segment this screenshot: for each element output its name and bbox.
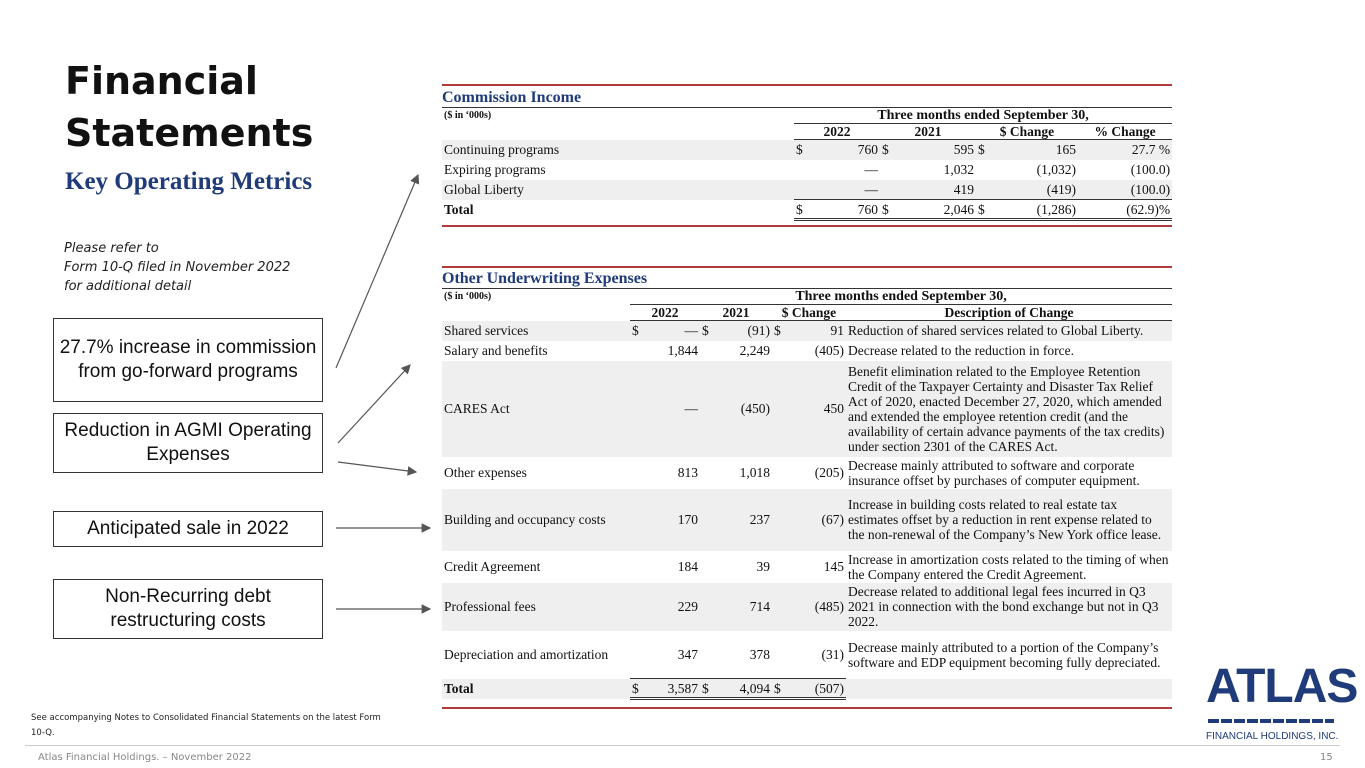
callout-anticipated-sale-text: Anticipated sale in 2022 xyxy=(87,518,289,539)
value-2022: 813 xyxy=(677,465,698,480)
callout-agmi-expenses-text: Reduction in AGMI Operating Expenses xyxy=(64,420,312,465)
description: Benefit elimination related to the Employee Retention Credit of the Taxpayer Certainty and Disaster Tax Relief Act of 2020, enacted December 27, 2020, which amended and extended the employee retention credit (and the availability of certain advance payments of the tax credits) under section 2301 of the CARES Act. xyxy=(846,361,1172,457)
commission-col-pct: % Change xyxy=(1078,124,1172,140)
underwriting-table-grid xyxy=(442,289,1172,700)
currency xyxy=(630,631,642,679)
reference-note-line: Form 10-Q filed in November 2022 xyxy=(64,260,291,275)
value-2021: 2,046 xyxy=(894,200,976,220)
value-pct: (100.0) xyxy=(1130,162,1171,177)
currency: $ xyxy=(880,140,894,160)
value-2022: 347 xyxy=(677,646,698,662)
table-row xyxy=(442,457,1172,489)
currency xyxy=(630,583,642,631)
page-number: 15 xyxy=(1320,752,1333,763)
description xyxy=(846,679,1172,699)
description: Increase in amortization costs related to the timing of when the Company entered the Credit Agreement. xyxy=(848,551,1169,582)
currency: $ xyxy=(700,679,712,699)
reference-note-line: Please refer to xyxy=(64,241,159,256)
value-change: 165 xyxy=(990,140,1078,160)
value-pct: 27.7 % xyxy=(1078,140,1172,160)
value-change: 145 xyxy=(823,559,844,574)
value-2021: 595 xyxy=(894,140,976,160)
footer-divider xyxy=(25,745,1340,746)
table-bottom-rule xyxy=(442,707,1172,709)
currency xyxy=(700,583,712,631)
arrow-other-expenses xyxy=(338,462,416,472)
value-2022: 1,844 xyxy=(667,343,698,358)
table-row xyxy=(442,341,1172,361)
value-2022: 184 xyxy=(677,559,698,574)
underwriting-expenses-table xyxy=(442,266,1172,709)
value-change: 91 xyxy=(784,321,846,341)
underwriting-col-desc: Description of Change xyxy=(846,305,1172,321)
value-change: (485) xyxy=(784,583,846,631)
currency: $ xyxy=(880,200,894,220)
value-2022: 170 xyxy=(642,489,700,551)
value-2022: — xyxy=(808,180,880,200)
table-row xyxy=(442,321,1172,341)
page-subtitle: Key Operating Metrics xyxy=(65,168,313,195)
table-row-total xyxy=(442,679,1172,699)
table-row xyxy=(442,361,1172,457)
currency xyxy=(976,180,990,200)
value-2021: (91) xyxy=(712,321,772,341)
currency xyxy=(772,631,784,679)
callout-commission-text: 27.7% increase in commission from go-forward programs xyxy=(59,337,317,382)
table-bottom-rule xyxy=(442,225,1172,227)
commission-col-2022: 2022 xyxy=(794,124,880,140)
table-row xyxy=(442,551,1172,583)
currency xyxy=(700,341,712,361)
value-2022: 760 xyxy=(808,200,880,220)
table-row xyxy=(442,160,1172,180)
table-row xyxy=(442,180,1172,200)
value-2022: — xyxy=(864,162,878,177)
currency xyxy=(772,457,784,489)
row-label: Building and occupancy costs xyxy=(442,489,630,551)
value-2021: 237 xyxy=(712,489,772,551)
description: Decrease mainly attributed to software and corporate insurance offset by purchases of computer equipment. xyxy=(848,457,1140,488)
value-change: (205) xyxy=(814,465,844,480)
currency: $ xyxy=(772,679,784,699)
commission-income-table xyxy=(442,84,1172,227)
value-change: (419) xyxy=(990,180,1078,200)
callout-debt-restructuring-text: Non-Recurring debt restructuring costs xyxy=(105,586,271,631)
value-2021: 1,018 xyxy=(739,465,770,480)
row-label: Global Liberty xyxy=(442,180,794,200)
underwriting-table-title: Other Underwriting Expenses xyxy=(442,270,648,287)
value-change: (31) xyxy=(821,646,844,662)
currency xyxy=(794,180,808,200)
description: Reduction of shared services related to Global Liberty. xyxy=(846,321,1172,341)
value-2021: 714 xyxy=(712,583,772,631)
commission-col-2021: 2021 xyxy=(880,124,976,140)
value-change: (67) xyxy=(784,489,846,551)
currency: $ xyxy=(772,321,784,341)
underwriting-unit: ($ in ‘000s) xyxy=(444,291,492,302)
commission-table-title: Commission Income xyxy=(442,89,582,106)
atlas-logo: ATLAS xyxy=(1206,660,1358,713)
value-2021: 2,249 xyxy=(739,343,770,358)
currency xyxy=(630,489,642,551)
value-2022: 3,587 xyxy=(642,679,700,699)
row-label: Continuing programs xyxy=(442,140,794,160)
value-2022: — xyxy=(642,361,700,457)
footer-company: Atlas Financial Holdings. – November 2022 xyxy=(38,752,252,763)
value-2021: 1,032 xyxy=(943,162,974,177)
table-row xyxy=(442,631,1172,679)
value-2022: — xyxy=(642,321,700,341)
currency: $ xyxy=(794,140,808,160)
currency xyxy=(772,551,784,583)
value-change: (1,032) xyxy=(1036,162,1076,177)
currency: $ xyxy=(700,321,712,341)
value-2021: 419 xyxy=(894,180,976,200)
underwriting-period: Three months ended September 30, xyxy=(630,289,1172,305)
page-title: Financial Statements xyxy=(65,59,314,155)
currency xyxy=(772,583,784,631)
row-label: Depreciation and amortization xyxy=(444,647,609,662)
underwriting-col-2021: 2021 xyxy=(700,305,772,321)
table-top-rule xyxy=(442,266,1172,268)
currency: $ xyxy=(630,679,642,699)
currency xyxy=(630,341,642,361)
currency xyxy=(880,160,894,180)
arrow-salary xyxy=(338,365,410,443)
logo-tagline: FINANCIAL HOLDINGS, INC. xyxy=(1206,731,1339,742)
row-label: Salary and benefits xyxy=(444,343,548,358)
currency: $ xyxy=(794,200,808,220)
value-2021: 4,094 xyxy=(712,679,772,699)
arrow-commission xyxy=(336,175,418,368)
currency xyxy=(630,361,642,457)
underwriting-col-change: $ Change xyxy=(772,305,846,321)
value-change: (1,286) xyxy=(990,200,1078,220)
reference-note-line: for additional detail xyxy=(64,279,192,294)
currency xyxy=(772,361,784,457)
value-2021: (450) xyxy=(712,361,772,457)
commission-table-grid xyxy=(442,108,1172,221)
value-change: 450 xyxy=(784,361,846,457)
table-row xyxy=(442,489,1172,551)
value-change: (405) xyxy=(814,343,844,358)
value-pct: (100.0) xyxy=(1078,180,1172,200)
currency xyxy=(700,489,712,551)
currency xyxy=(880,180,894,200)
currency xyxy=(630,551,642,583)
logo-dash-rule xyxy=(1208,719,1334,723)
table-row xyxy=(442,140,1172,160)
row-label: Other expenses xyxy=(444,465,527,480)
currency xyxy=(700,457,712,489)
commission-col-change: $ Change xyxy=(976,124,1078,140)
value-change: (507) xyxy=(784,679,846,699)
currency xyxy=(772,341,784,361)
currency xyxy=(700,551,712,583)
commission-period: Three months ended September 30, xyxy=(794,108,1172,124)
description: Decrease mainly attributed to a portion of the Company’s software and EDP equipment becoming fully depreciated. xyxy=(848,639,1161,670)
description: Decrease related to additional legal fees incurred in Q3 2021 in connection with the bond exchange but not in Q3 2022. xyxy=(846,583,1172,631)
value-2022: 760 xyxy=(808,140,880,160)
underwriting-col-2022: 2022 xyxy=(630,305,700,321)
table-top-rule xyxy=(442,84,1172,86)
row-label: Total xyxy=(444,202,474,217)
row-label: Shared services xyxy=(442,321,630,341)
currency xyxy=(794,160,808,180)
description: Decrease related to the reduction in force. xyxy=(848,343,1075,358)
currency xyxy=(630,457,642,489)
description: Increase in building costs related to real estate tax estimates offset by a reduction in rent expense related to the non-renewal of the Company’s New York office lease. xyxy=(846,489,1172,551)
value-2021: 378 xyxy=(749,646,770,662)
footnote: See accompanying Notes to Consolidated Financial Statements on the latest Form 10-Q. xyxy=(31,713,381,738)
currency xyxy=(772,489,784,551)
row-label: Professional fees xyxy=(442,583,630,631)
currency xyxy=(700,361,712,457)
value-2021: 39 xyxy=(756,559,770,574)
currency: $ xyxy=(630,321,642,341)
currency xyxy=(976,160,990,180)
row-label: CARES Act xyxy=(442,361,630,457)
table-row xyxy=(442,583,1172,631)
currency xyxy=(700,631,712,679)
commission-unit: ($ in ‘000s) xyxy=(444,110,492,121)
value-pct: (62.9)% xyxy=(1078,200,1172,220)
table-row-total xyxy=(442,200,1172,220)
row-label: Credit Agreement xyxy=(444,559,541,574)
currency: $ xyxy=(976,140,990,160)
row-label: Expiring programs xyxy=(444,162,546,177)
value-2022: 229 xyxy=(642,583,700,631)
currency: $ xyxy=(976,200,990,220)
row-label: Total xyxy=(442,679,630,699)
